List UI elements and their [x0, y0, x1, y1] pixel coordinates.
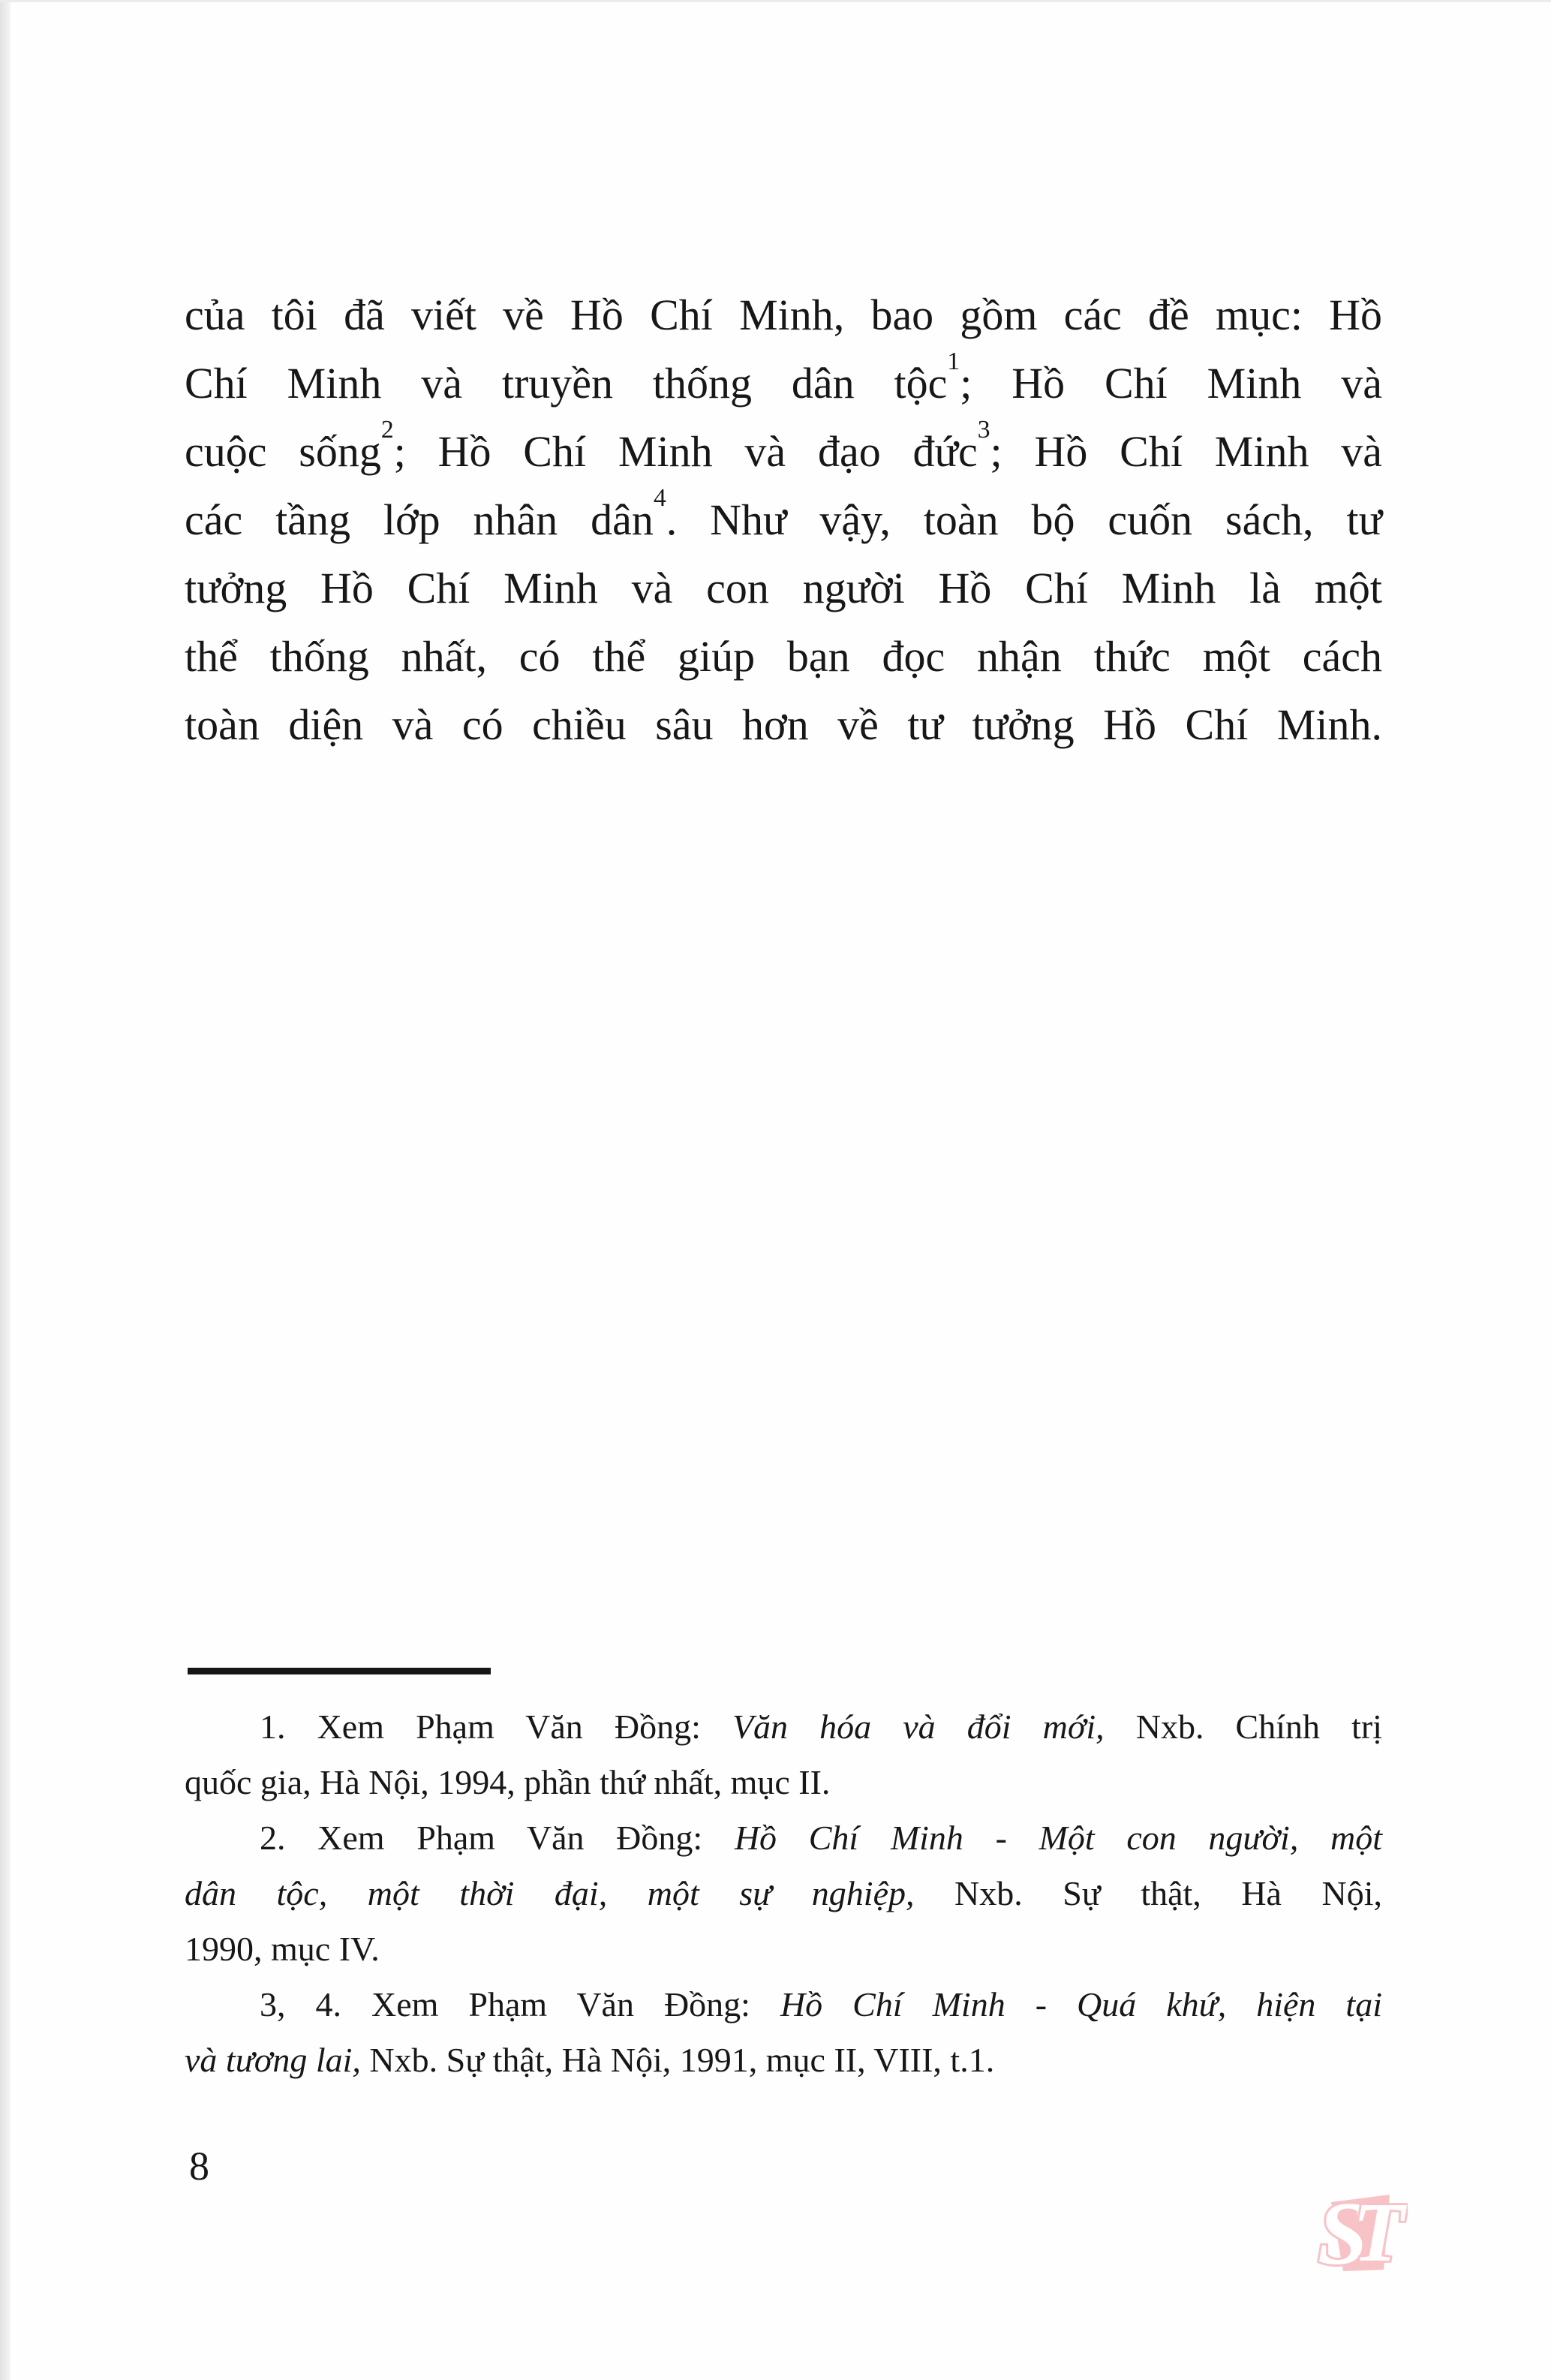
text-run: toàn diện và có chiều sâu hơn về tư tưởng Hồ Chí Minh. — [185, 700, 1382, 749]
text-run: cuộc sống — [185, 427, 381, 476]
footnote-line — [185, 1921, 1382, 1977]
text-run: Nxb. Sự thật, Hà Nội, 1991, mục II, VIII, t.1. — [360, 2041, 995, 2079]
footnote-marker: 4 — [653, 484, 666, 513]
text-run: ; Hồ Chí Minh và — [990, 427, 1383, 476]
paragraph-line — [185, 349, 1382, 417]
footnote-marker: 1 — [947, 348, 960, 376]
footnote-line — [185, 1810, 1382, 1866]
text-run: các tầng lớp nhân dân — [185, 495, 654, 544]
footnote-line — [185, 1866, 1382, 1921]
footnote-line — [185, 1977, 1382, 2032]
text-run: Hồ Chí Minh - Một con người, một — [734, 1819, 1382, 1857]
paragraph-line — [185, 622, 1382, 691]
body-text — [185, 281, 1382, 759]
paragraph-line — [185, 554, 1382, 622]
text-run: . Như vậy, toàn bộ cuốn sách, tư — [666, 495, 1383, 544]
text-run: ; Hồ Chí Minh và — [960, 359, 1382, 408]
logo-letter-s: S — [1318, 2187, 1368, 2283]
text-run: 1990, mục IV. — [185, 1930, 380, 1968]
text-run: tưởng Hồ Chí Minh và con người Hồ Chí Minh là một — [185, 564, 1382, 612]
footnote-marker: 3 — [977, 416, 990, 444]
paragraph-line — [185, 691, 1382, 759]
text-run: dân tộc, một thời đại, một sự nghiệp, — [185, 1874, 915, 1912]
page-top-edge — [0, 0, 1551, 2]
page-edge-shadow — [0, 0, 11, 2380]
text-run: Chí Minh và truyền thống dân tộc — [185, 359, 948, 408]
text-run: và tương lai, — [185, 2041, 361, 2079]
text-run: Văn hóa và đổi mới, — [732, 1708, 1105, 1746]
paragraph-line — [185, 486, 1382, 554]
page-number: 8 — [189, 2144, 209, 2189]
text-run: của tôi đã viết về Hồ Chí Minh, bao gồm các đề mục: Hồ — [185, 290, 1382, 339]
st-logo-icon — [1310, 2187, 1408, 2285]
footnote-line — [185, 1699, 1382, 1755]
text-run: Nxb. Sự thật, Hà Nội, — [914, 1874, 1382, 1912]
text-run: quốc gia, Hà Nội, 1994, phần thứ nhất, mục II. — [185, 1763, 831, 1801]
text-run: thể thống nhất, có thể giúp bạn đọc nhận thức một cách — [185, 632, 1382, 681]
footnotes — [185, 1699, 1382, 2088]
paragraph-line — [185, 417, 1382, 486]
footnote-line — [185, 1755, 1382, 1810]
paragraph-line — [185, 281, 1382, 349]
footnote-separator — [188, 1668, 491, 1674]
footnote-marker: 2 — [380, 416, 394, 444]
text-run: ; Hồ Chí Minh và đạo đức — [393, 427, 978, 476]
text-run: 1. Xem Phạm Văn Đồng: — [260, 1708, 732, 1746]
text-run: 2. Xem Phạm Văn Đồng: — [260, 1819, 735, 1857]
text-run: 3, 4. Xem Phạm Văn Đồng: — [260, 1985, 780, 2023]
publisher-logo — [1310, 2187, 1408, 2285]
text-run: Nxb. Chính trị — [1104, 1708, 1382, 1746]
text-run: Hồ Chí Minh - Quá khứ, hiện tại — [780, 1985, 1382, 2023]
logo-letter-t: T — [1353, 2187, 1405, 2279]
footnote-line — [185, 2032, 1382, 2088]
